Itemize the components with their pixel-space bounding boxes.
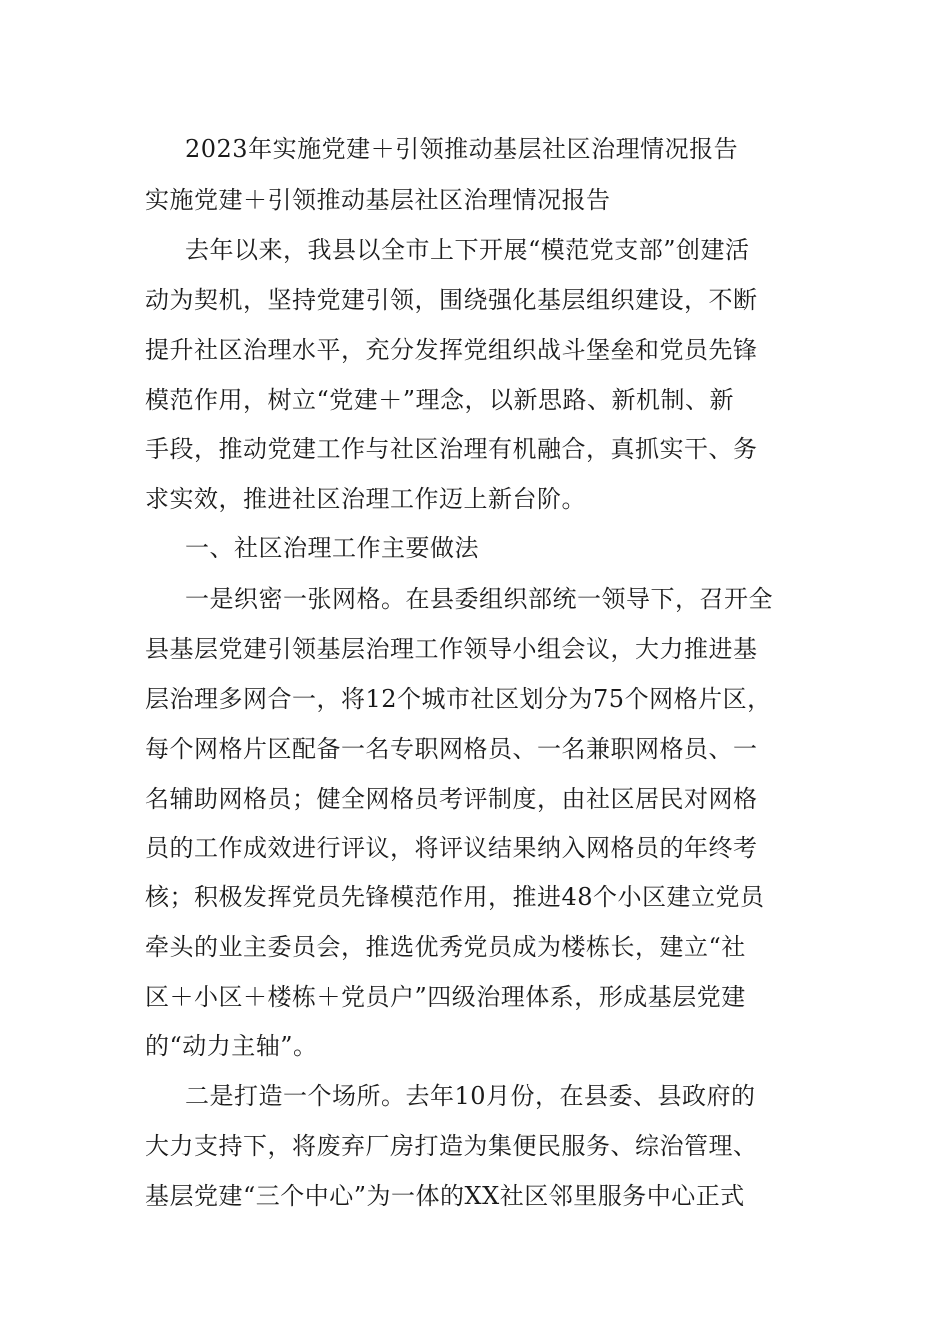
paragraph-line: 区＋小区＋楼栋＋党员户”四级治理体系，形成基层党建 (145, 983, 746, 1011)
paragraph-line: 县基层党建引领基层治理工作领导小组会议，大力推进基 (145, 635, 758, 663)
paragraph-line: 二是打造一个场所。去年10月份，在县委、县政府的 (185, 1082, 756, 1110)
paragraph-line: 的“动力主轴”。 (145, 1032, 318, 1060)
paragraph-line: 名辅助网格员；健全网格员考评制度，由社区居民对网格 (145, 785, 758, 813)
paragraph-line: 核；积极发挥党员先锋模范作用，推进48个小区建立党员 (145, 883, 765, 911)
section-heading: 一、社区治理工作主要做法 (185, 534, 479, 562)
paragraph-line: 去年以来，我县以全市上下开展“模范党支部”创建活 (185, 236, 750, 264)
paragraph-line: 大力支持下，将废弃厂房打造为集便民服务、综治管理、 (145, 1132, 758, 1160)
document-subtitle: 实施党建＋引领推动基层社区治理情况报告 (145, 186, 611, 214)
document-title: 2023年实施党建＋引领推动基层社区治理情况报告 (185, 135, 739, 163)
paragraph-line: 求实效，推进社区治理工作迈上新台阶。 (145, 485, 586, 513)
paragraph-line: 基层党建“三个中心”为一体的XX社区邻里服务中心正式 (145, 1182, 745, 1210)
paragraph-line: 牵头的业主委员会，推选优秀党员成为楼栋长，建立“社 (145, 933, 746, 961)
paragraph-line: 手段，推动党建工作与社区治理有机融合，真抓实干、务 (145, 435, 758, 463)
paragraph-line: 员的工作成效进行评议，将评议结果纳入网格员的年终考 (145, 834, 758, 862)
paragraph-line: 动为契机，坚持党建引领，围绕强化基层组织建设，不断 (145, 286, 758, 314)
paragraph-line: 提升社区治理水平，充分发挥党组织战斗堡垒和党员先锋 (145, 336, 758, 364)
paragraph-line: 层治理多网合一，将12个城市社区划分为75个网格片区， (145, 685, 772, 713)
paragraph-line: 模范作用，树立“党建＋”理念，以新思路、新机制、新 (145, 386, 735, 414)
paragraph-line: 一是织密一张网格。在县委组织部统一领导下，召开全 (185, 585, 773, 613)
paragraph-line: 每个网格片区配备一名专职网格员、一名兼职网格员、一 (145, 735, 758, 763)
